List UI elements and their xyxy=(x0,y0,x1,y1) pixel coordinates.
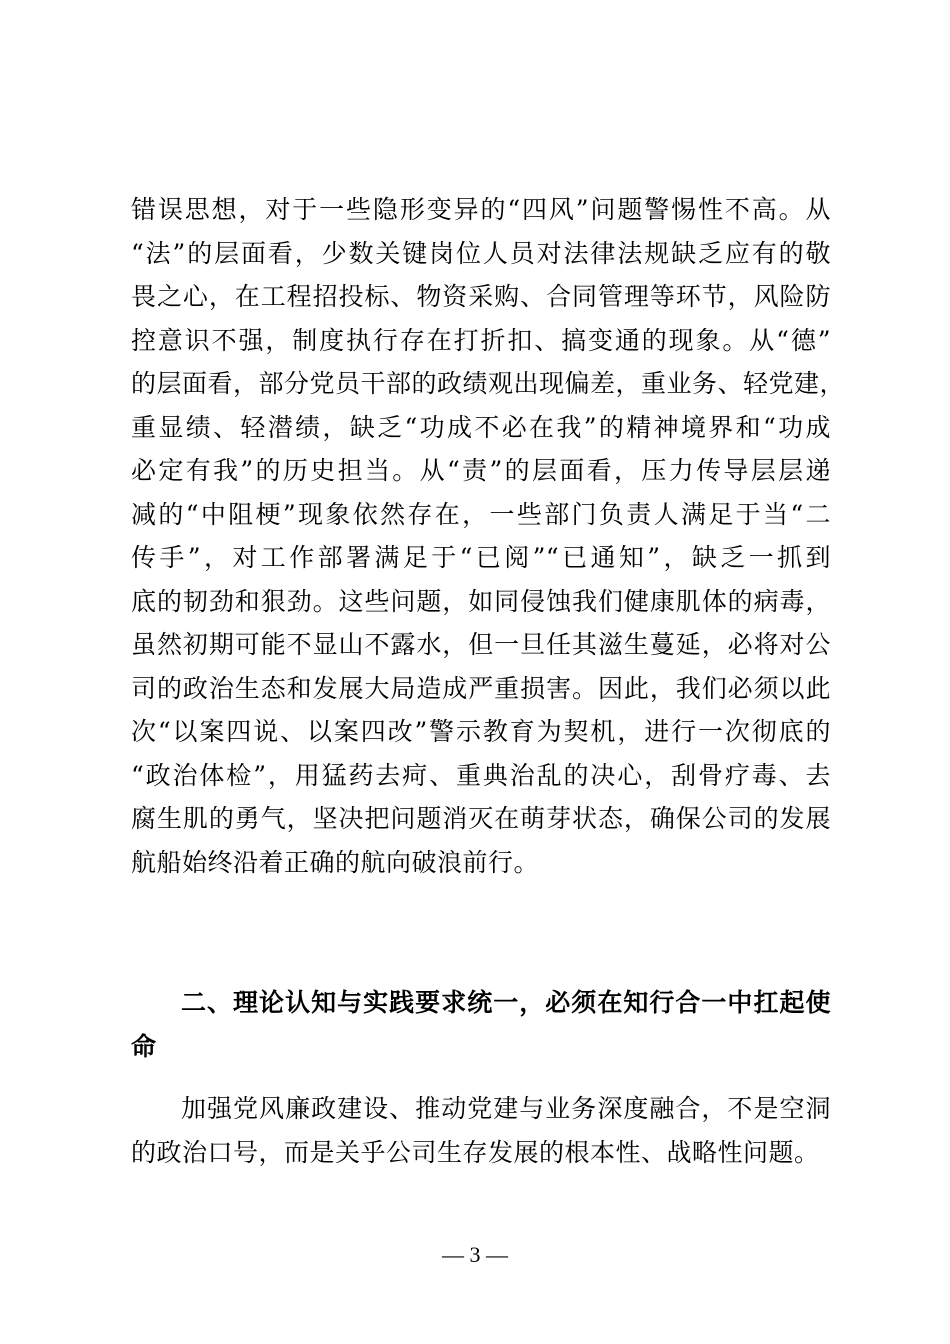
body-line: 畏之心，在工程招投标、物资采购、合同管理等环节，风险防 xyxy=(131,282,831,311)
body-line: 的政治口号，而是关乎公司生存发展的根本性、战略性问题。 xyxy=(131,1137,820,1167)
body-line: 腐生肌的勇气，坚决把问题消灭在萌芽状态，确保公司的发展 xyxy=(131,804,831,833)
body-line: 的层面看，部分党员干部的政绩观出现偏差，重业务、轻党建， xyxy=(131,369,846,398)
body-line: 减的“中阻梗”现象依然存在，一些部门负责人满足于当“二 xyxy=(131,499,831,529)
closing-paragraph xyxy=(131,1092,831,1169)
body-line: 司的政治生态和发展大局造成严重损害。因此，我们必须以此 xyxy=(131,673,831,703)
body-line: 错误思想，对于一些隐形变异的“四风”问题警惕性不高。从 xyxy=(131,195,831,224)
body-line: 控意识不强，制度执行存在打折扣、搞变通的现象。从“德” xyxy=(131,325,831,355)
heading-line: 二、理论认知与实践要求统一，必须在知行合一中扛起使 xyxy=(181,988,831,1017)
body-line: “政治体检”，用猛药去疴、重典治乱的决心，刮骨疗毒、去 xyxy=(131,760,831,790)
body-line: 次“以案四说、以案四改”警示教育为契机，进行一次彻底的 xyxy=(131,717,831,746)
body-line: 重显绩、轻潜绩，缺乏“功成不必在我”的精神境界和“功成 xyxy=(131,412,831,442)
heading-line: 命 xyxy=(131,1031,157,1061)
body-line: 底的韧劲和狠劲。这些问题，如同侵蚀我们健康肌体的病毒， xyxy=(131,586,831,616)
body-paragraph xyxy=(131,193,846,879)
page-number: — 3 — xyxy=(442,1242,508,1267)
body-line: 传手”，对工作部署满足于“已阅”“已通知”，缺乏一抓到 xyxy=(131,543,831,572)
section-heading xyxy=(131,986,831,1063)
body-line: 虽然初期可能不显山不露水，但一旦任其滋生蔓延，必将对公 xyxy=(131,630,831,659)
body-line: 航船始终沿着正确的航向破浪前行。 xyxy=(131,847,540,877)
body-line: “法”的层面看，少数关键岗位人员对法律法规缺乏应有的敬 xyxy=(131,238,831,268)
body-line: 加强党风廉政建设、推动党建与业务深度融合，不是空洞 xyxy=(181,1094,831,1123)
body-line: 必定有我”的历史担当。从“责”的层面看，压力传导层层递 xyxy=(131,456,831,485)
